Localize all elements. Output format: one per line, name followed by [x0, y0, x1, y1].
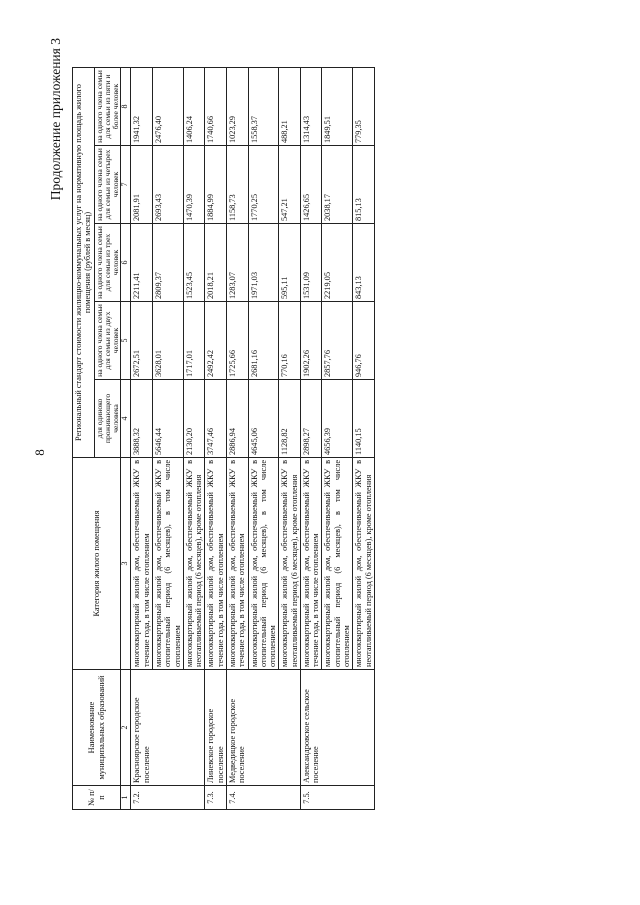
cost-value: 1740,66	[205, 68, 227, 146]
settlement-name: Линевское городское поселение	[205, 670, 227, 786]
cost-value: 595,11	[279, 224, 301, 302]
cost-value: 5646,44	[152, 380, 183, 458]
cost-value: 1023,29	[226, 68, 248, 146]
settlement-name: Александровское сельское поселение	[300, 670, 374, 786]
cost-value: 1314,43	[300, 68, 322, 146]
cost-value: 1531,09	[300, 224, 322, 302]
col-number: 2	[121, 670, 131, 786]
cost-value: 1406,24	[183, 68, 205, 146]
cost-value: 2693,43	[152, 146, 183, 224]
col-number: 4	[121, 380, 131, 458]
housing-category: многоквартирный жилой дом, обеспечиваемый ЖКУ в отопительный период (6 месяцев), в том числе отоплением	[152, 458, 183, 670]
appendix-title: Продолжение приложения 3	[48, 38, 63, 201]
header-group-title: Региональный стандарт стоимости жилищно-коммунальных услуг на нормативную площадь жилого помещения (рублей в месяц)	[73, 68, 95, 458]
header-name: Наименование муниципальных образований	[73, 670, 121, 786]
header-sub1: для одиноко проживающего человека	[94, 380, 121, 458]
cost-value: 3888,32	[131, 380, 153, 458]
cost-value: 1770,25	[248, 146, 279, 224]
housing-category: многоквартирный жилой дом, обеспечиваемый ЖКУ в неотапливаемый период (6 месяцев), кроме отопления	[183, 458, 205, 670]
cost-value: 2898,27	[300, 380, 322, 458]
cost-value: 1849,51	[322, 68, 353, 146]
cost-value: 1158,73	[226, 146, 248, 224]
cost-value: 2018,21	[205, 224, 227, 302]
cost-value: 2681,16	[248, 302, 279, 380]
cost-value: 779,35	[353, 68, 375, 146]
cost-value: 1426,65	[300, 146, 322, 224]
cost-value: 488,21	[279, 68, 301, 146]
table-row	[226, 68, 248, 810]
cost-value: 2672,51	[131, 302, 153, 380]
header-sub2: на одного члена семьи для семьи из двух человек	[94, 302, 121, 380]
cost-value: 946,76	[353, 302, 375, 380]
housing-category: многоквартирный жилой дом, обеспечиваемый ЖКУ в неотапливаемый период (6 месяцев), кроме отопления	[353, 458, 375, 670]
table-row	[300, 68, 322, 810]
cost-value: 1558,37	[248, 68, 279, 146]
table-row	[205, 68, 227, 810]
cost-value: 1971,03	[248, 224, 279, 302]
housing-category: многоквартирный жилой дом, обеспечиваемый ЖКУ в течение года, в том числе отоплением	[131, 458, 153, 670]
header-sub5: на одного члена семьи для семьи из пяти и более человек	[94, 68, 121, 146]
cost-value: 843,13	[353, 224, 375, 302]
settlement-number: 7.4.	[226, 786, 300, 810]
cost-value: 1884,99	[205, 146, 227, 224]
col-number: 7	[121, 146, 131, 224]
settlement-number: 7.5.	[300, 786, 374, 810]
cost-value: 2219,05	[322, 224, 353, 302]
cost-value: 1140,15	[353, 380, 375, 458]
cost-value: 1941,32	[131, 68, 153, 146]
cost-value: 2038,17	[322, 146, 353, 224]
col-number: 8	[121, 68, 131, 146]
settlement-number: 7.3.	[205, 786, 227, 810]
cost-value: 3628,01	[152, 302, 183, 380]
settlement-number: 7.2.	[131, 786, 205, 810]
col-number: 1	[121, 786, 131, 810]
housing-cost-table	[72, 67, 375, 810]
housing-category: многоквартирный жилой дом, обеспечиваемый ЖКУ в течение года, в том числе отоплением	[205, 458, 227, 670]
cost-value: 2809,37	[152, 224, 183, 302]
housing-category: многоквартирный жилой дом, обеспечиваемый ЖКУ в отопительный период (6 месяцев), в том числе отоплением	[322, 458, 353, 670]
col-number: 3	[121, 458, 131, 670]
cost-value: 2476,40	[152, 68, 183, 146]
settlement-name: Красноярское городское поселение	[131, 670, 205, 786]
header-sub4: на одного члена семьи для семьи из четырех человек	[94, 146, 121, 224]
housing-category: многоквартирный жилой дом, обеспечиваемый ЖКУ в течение года, в том числе отоплением	[226, 458, 248, 670]
cost-value: 1902,26	[300, 302, 322, 380]
header-sub3: на одного члена семьи для семьи из трех человек	[94, 224, 121, 302]
cost-value: 2211,41	[131, 224, 153, 302]
page-number: 8	[32, 449, 47, 456]
cost-value: 3747,46	[205, 380, 227, 458]
cost-value: 1523,45	[183, 224, 205, 302]
col-number: 6	[121, 224, 131, 302]
header-num: № п/п	[73, 786, 121, 810]
col-number: 5	[121, 302, 131, 380]
cost-value: 4656,39	[322, 380, 353, 458]
cost-value: 1128,82	[279, 380, 301, 458]
cost-value: 1283,07	[226, 224, 248, 302]
cost-value: 815,13	[353, 146, 375, 224]
header-category: Категория жилого помещения	[73, 458, 121, 670]
cost-value: 770,16	[279, 302, 301, 380]
cost-value: 1717,01	[183, 302, 205, 380]
housing-category: многоквартирный жилой дом, обеспечиваемый ЖКУ в отопительный период (6 месяцев), в том числе отоплением	[248, 458, 279, 670]
housing-category: многоквартирный жилой дом, обеспечиваемый ЖКУ в неотапливаемый период (6 месяцев), кроме отопления	[279, 458, 301, 670]
cost-value: 4645,06	[248, 380, 279, 458]
cost-value: 1725,66	[226, 302, 248, 380]
cost-value: 2130,20	[183, 380, 205, 458]
cost-value: 2492,42	[205, 302, 227, 380]
settlement-name: Медведицкое городское поселение	[226, 670, 300, 786]
cost-value: 547,21	[279, 146, 301, 224]
table-row	[131, 68, 153, 810]
cost-value: 2857,76	[322, 302, 353, 380]
cost-value: 2081,91	[131, 146, 153, 224]
cost-value: 1470,39	[183, 146, 205, 224]
cost-value: 2886,94	[226, 380, 248, 458]
column-numbers-row	[121, 68, 131, 810]
housing-category: многоквартирный жилой дом, обеспечиваемый ЖКУ в течение года, в том числе отоплением	[300, 458, 322, 670]
